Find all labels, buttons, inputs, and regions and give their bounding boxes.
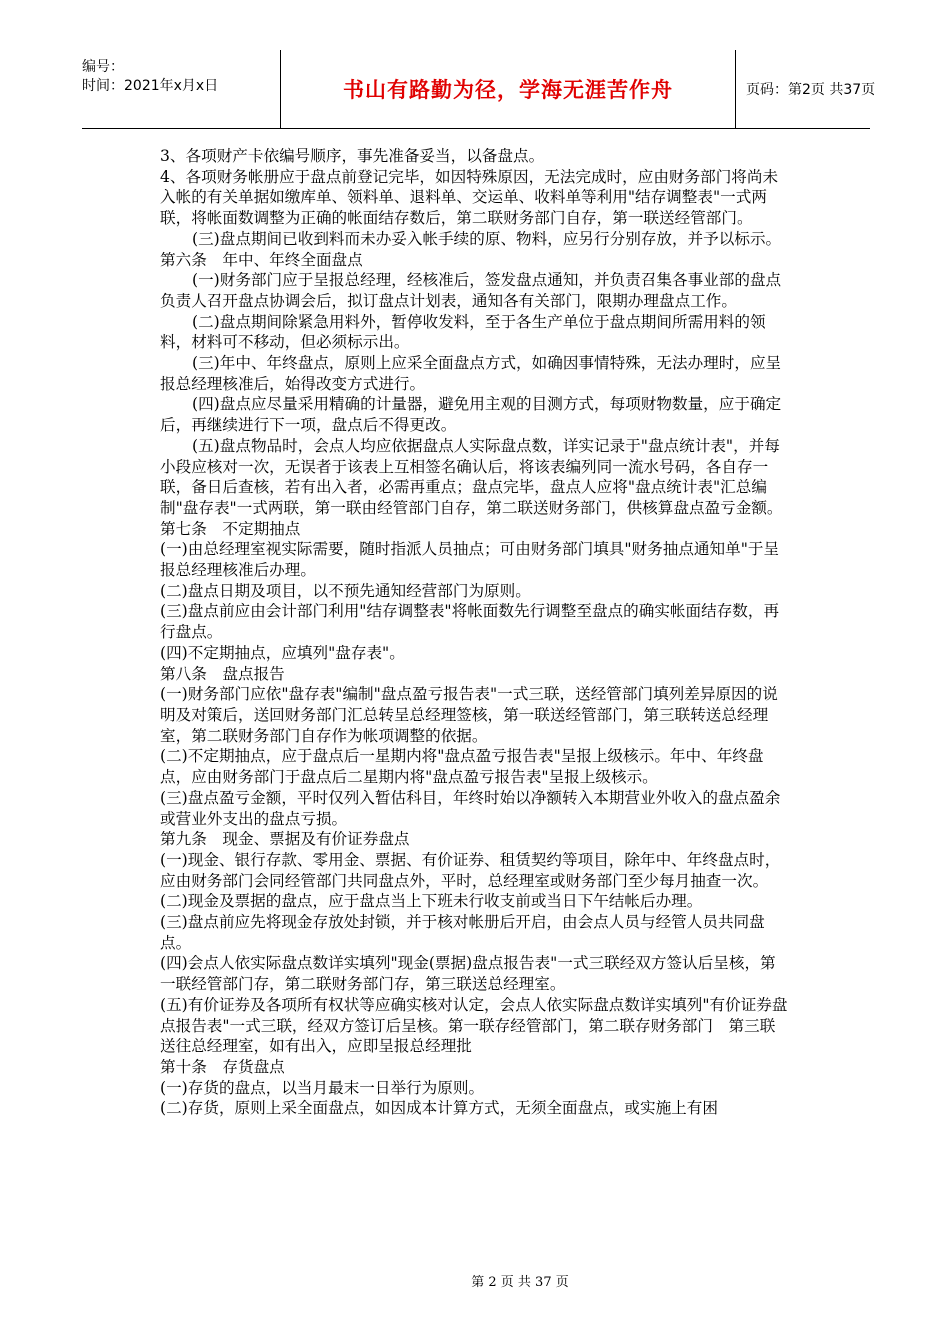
paragraph: 第九条 现金、票据及有价证券盘点 [160, 830, 410, 849]
paragraph: (二)不定期抽点，应于盘点后一星期内将"盘点盈亏报告表"呈报上级核示。年中、年终盘点，应由财务部门于盘点后二星期内将"盘点盈亏报告表"呈报上级核示。 [160, 747, 764, 787]
paragraph: 第十条 存货盘点 [160, 1057, 285, 1076]
paragraph: (四)不定期抽点，应填列"盘存表"。 [160, 643, 405, 662]
paragraph: (四)盘点应尽量采用精确的计量器，避免用主观的目测方式，每项财物数量，应于确定后，再继续进行下一项，盘点后不得更改。 [160, 395, 782, 435]
document-body [160, 146, 790, 1119]
paragraph: 3、各项财产卡依编号顺序，事先准备妥当，以备盘点。 [160, 147, 545, 165]
page-header [82, 50, 876, 129]
paragraph: (一)现金、银行存款、零用金、票据、有价证券、租赁契约等项目，除年中、年终盘点时，应由财务部门会同经管部门共同盘点外，平时，总经理室或财务部门至少每月抽查一次。 [160, 850, 781, 890]
header-meta [82, 50, 280, 136]
paragraph: 第八条 盘点报告 [160, 664, 285, 683]
paragraph: (二)盘点日期及项目，以不预先通知经营部门为原则。 [160, 581, 531, 600]
paragraph: (二)现金及票据的盘点，应于盘点当上下班未行收支前或当日下午结帐后办理。 [160, 892, 703, 911]
paragraph: (三)盘点期间已收到料而未办妥入帐手续的原、物料，应另行分别存放，并予以标示。 [192, 229, 782, 248]
paragraph: (四)会点人依实际盘点数详实填列"现金(票据)盘点报告表"一式三联经双方签认后呈核，第一联经管部门存，第二联财务部门存，第三联送总经理室。 [160, 954, 776, 994]
paragraph: (一)财务部门应依"盘存表"编制"盘点盈亏报告表"一式三联，送经管部门填列差异原因的说明及对策后，送回财务部门汇总转呈总经理签核，第一联送经管部门，第三联转送总经理室，第二联财务部门自存作为帐项调整的依据。 [160, 685, 778, 745]
paragraph: 4、各项财务帐册应于盘点前登记完毕，如因特殊原因，无法完成时，应由财务部门将尚未入帐的有关单据如缴库单、领料单、退料单、交运单、收料单等利用"结存调整表"一式两联，将帐面数调整为正确的帐面结存数后，第二联财务部门自存，第一联送经管部门。 [160, 167, 779, 228]
paragraph: (三)盘点前应由会计部门利用"结存调整表"将帐面数先行调整至盘点的确实帐面结存数，再行盘点。 [160, 602, 780, 642]
page-footer: 第 2 页 共 37 页 [471, 1275, 569, 1290]
slogan: 书山有路勤为径，学海无涯苦作舟 [343, 78, 673, 102]
paragraph: 第六条 年中、年终全面盘点 [160, 250, 363, 269]
paragraph: (一)财务部门应于呈报总经理，经核准后，签发盘点通知，并负责召集各事业部的盘点负责人召开盘点协调会后，拟订盘点计划表，通知各有关部门，限期办理盘点工作。 [160, 271, 782, 310]
page-info: 页码：第2页 共37页 [746, 82, 876, 98]
header-slogan-cell [280, 50, 736, 128]
paragraph: 第七条 不定期抽点 [160, 519, 301, 538]
number-label: 编号： [82, 59, 124, 75]
paragraph: (二)盘点期间除紧急用料外，暂停收发料，至于各生产单位于盘点期间所需用料的领料，材料可不移动，但必须标示出。 [160, 312, 766, 352]
paragraph: (一)存货的盘点，以当月最末一日举行为原则。 [160, 1078, 485, 1097]
header-page-cell [736, 50, 880, 128]
paragraph: (五)盘点物品时，会点人均应依据盘点人实际盘点数，详实记录于"盘点统计表"，并每小段应核对一次，无误者于该表上互相签名确认后，将该表编列同一流水号码，各自存一联，备日后查核，若有出入者，必需再重点；盘点完毕，盘点人应将"盘点统计表"汇总编制"盘存表"一式两联，第一联由经管部门自存，第二联送财务部门，供核算盘点盈亏金额。 [160, 436, 783, 517]
time-label: 时间：2021年x月x日 [82, 78, 219, 94]
paragraph: (一)由总经理室视实际需要，随时指派人员抽点；可由财务部门填具"财务抽点通知单"于呈报总经理核准后办理。 [160, 540, 780, 580]
paragraph: (三)年中、年终盘点，原则上应采全面盘点方式，如确因事情特殊，无法办理时，应呈报总经理核准后，始得改变方式进行。 [160, 354, 782, 393]
paragraph: (五)有价证券及各项所有权状等应确实核对认定，会点人依实际盘点数详实填列"有价证券盘点报告表"一式三联，经双方签订后呈核。第一联存经管部门，第二联存财务部门 第三联送往总经理室，如有出入，应即呈报总经理批 [160, 995, 788, 1056]
paragraph: (二)存货，原则上采全面盘点，如因成本计算方式，无须全面盘点，或实施上有困 [160, 1099, 718, 1118]
paragraph: (三)盘点盈亏金额，平时仅列入暂估科目，年终时始以净额转入本期营业外收入的盘点盈余或营业外支出的盘点亏损。 [160, 788, 781, 828]
paragraph: (三)盘点前应先将现金存放处封锁，并于核对帐册后开启，由会点人员与经管人员共同盘点。 [160, 913, 765, 952]
